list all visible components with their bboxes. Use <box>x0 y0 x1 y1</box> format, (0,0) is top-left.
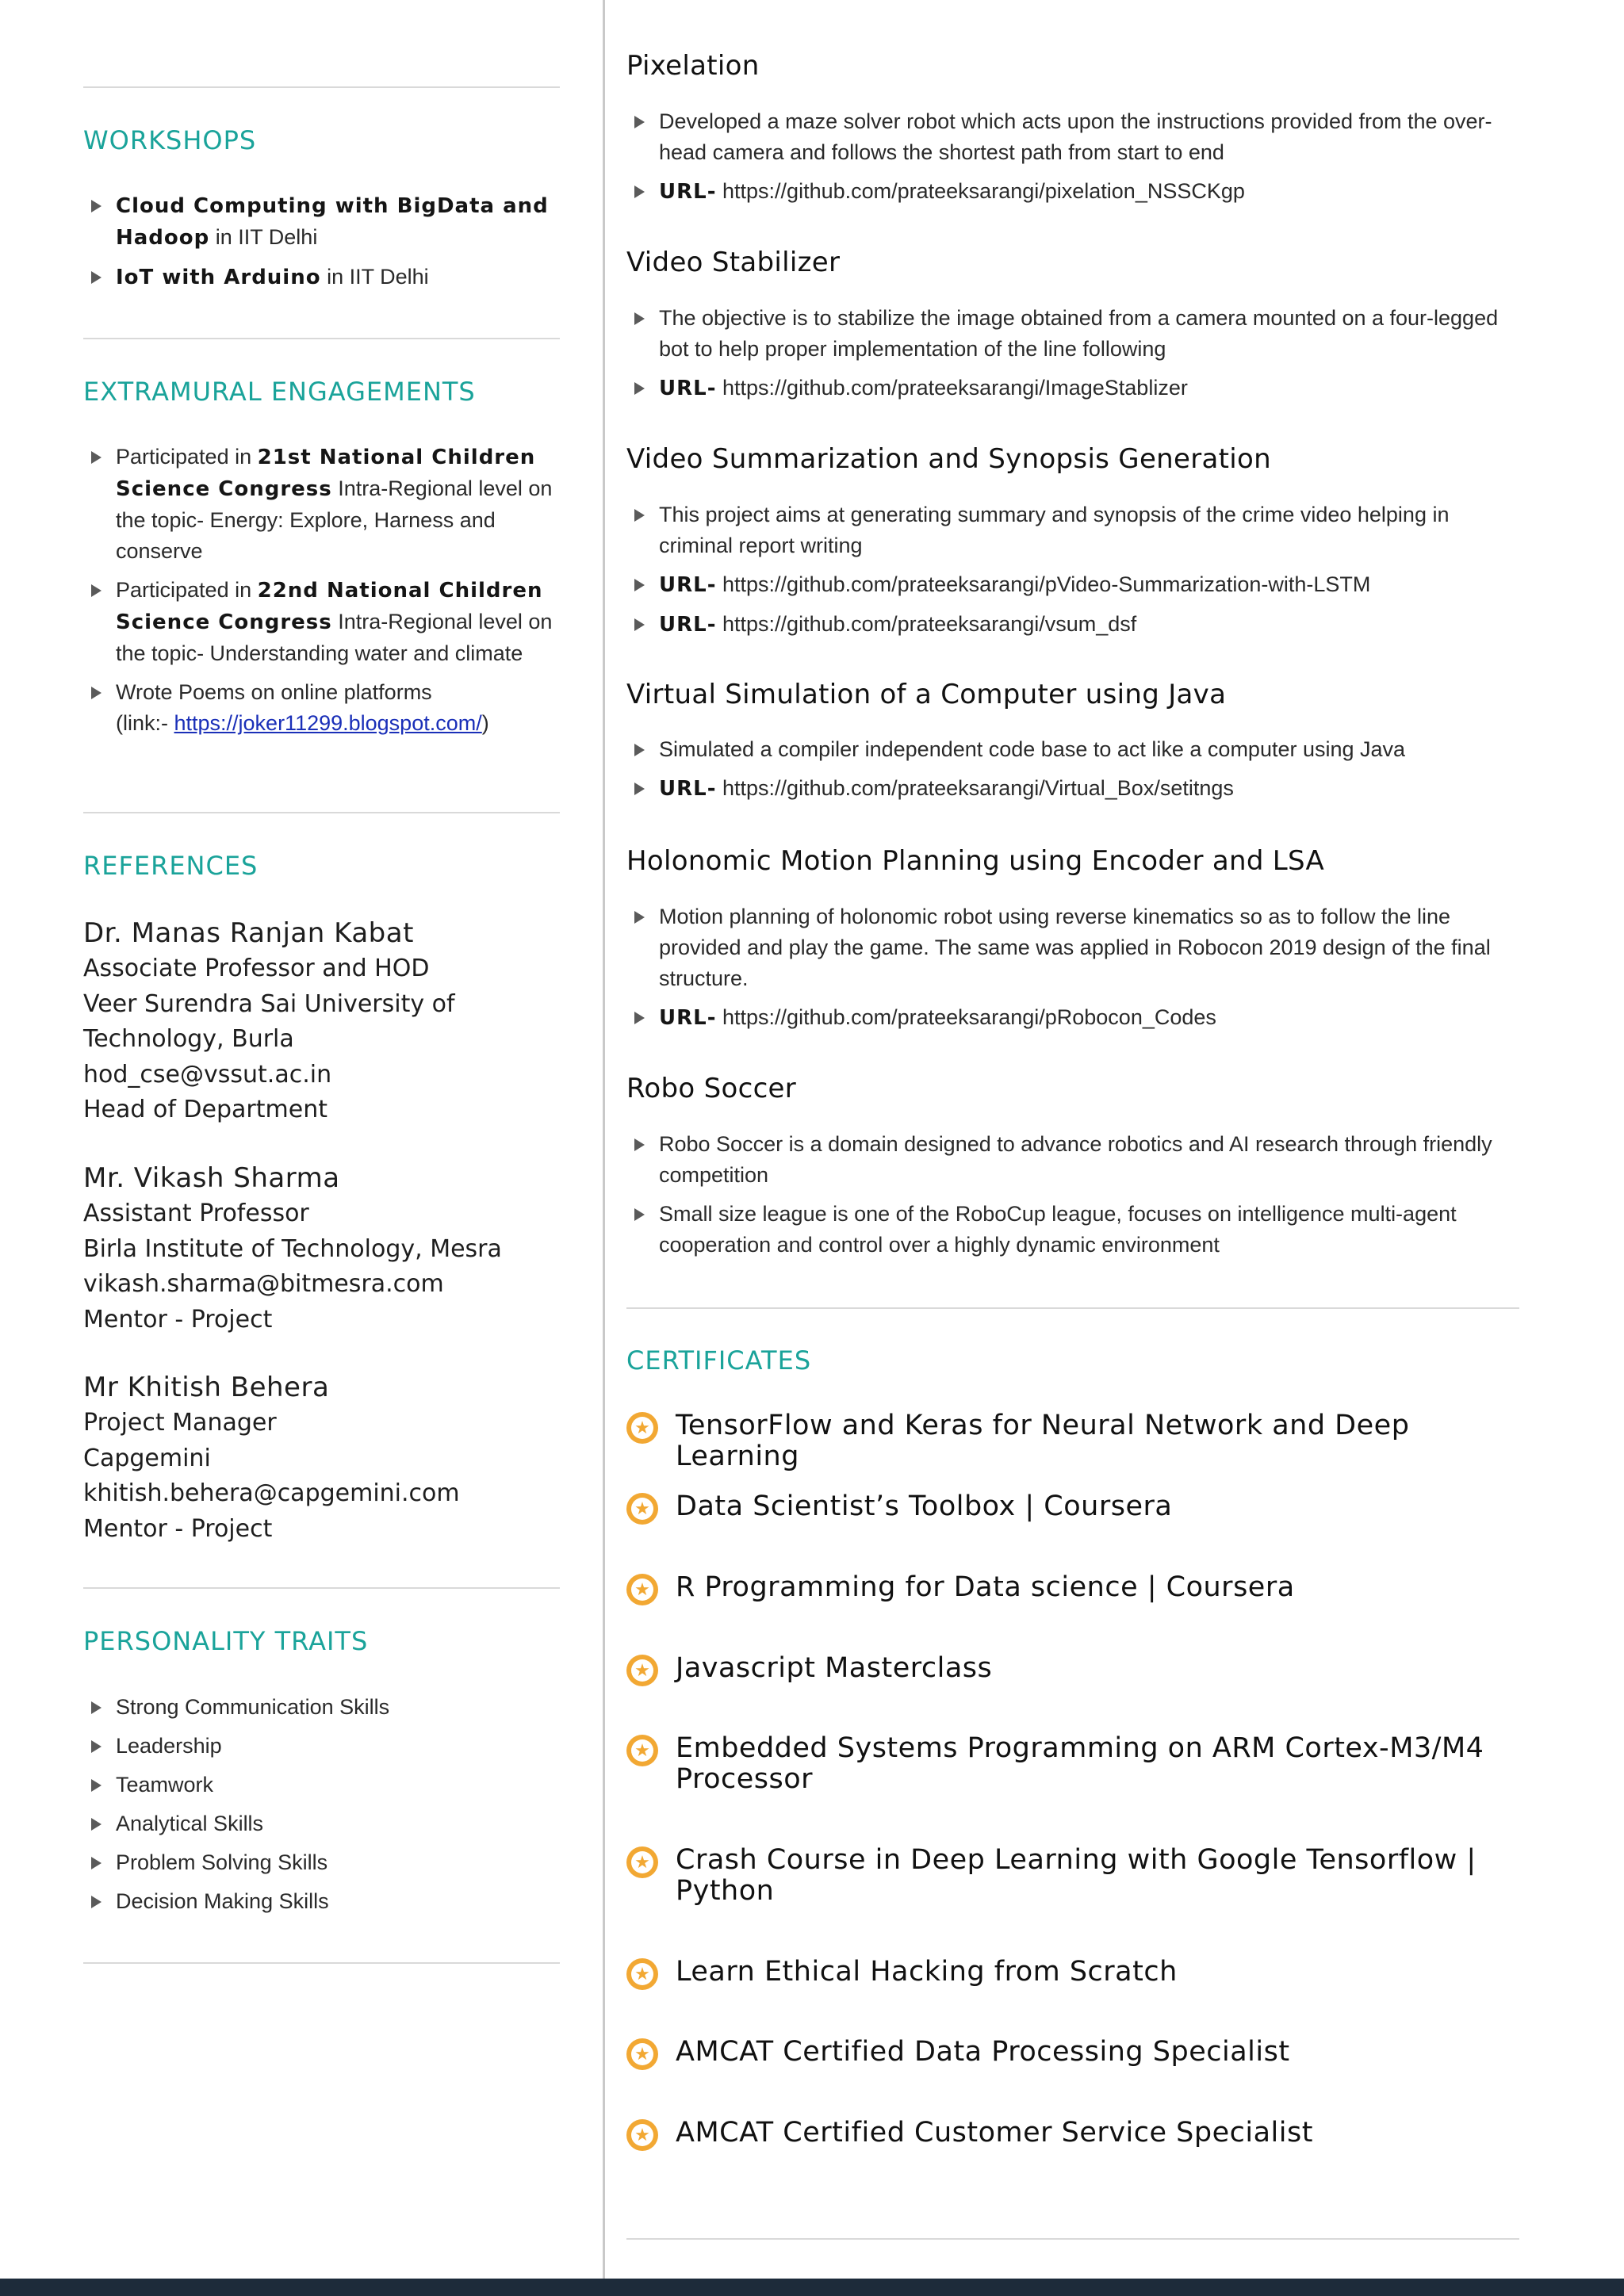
list-item: The objective is to stabilize the image obtained from a camera mounted on a four-legged bot to help proper implementation of the line following <box>626 303 1519 365</box>
triangle-bullet-icon <box>91 1857 102 1869</box>
reference-email[interactable]: vikash.sharma@bitmesra.com <box>83 1270 444 1299</box>
project-url[interactable]: https://github.com/prateeksarangi/pixelation_NSSCKgp <box>722 179 1245 203</box>
column-divider <box>603 0 605 2279</box>
triangle-bullet-icon <box>634 911 645 924</box>
list-item: Cloud Computing with BigData and Hadoop in IIT Delhi <box>83 190 560 254</box>
triangle-bullet-icon <box>91 1779 102 1792</box>
project-details <box>626 734 1519 813</box>
list-item: URL- https://github.com/prateeksarangi/vsum_dsf <box>626 609 1519 641</box>
list-item: IoT with Arduino in IIT Delhi <box>83 262 560 293</box>
project-title: Holonomic Motion Planning using Encoder and LSA <box>626 845 1325 877</box>
list-item: URL- https://github.com/prateeksarangi/Virtual_Box/setitngs <box>626 773 1519 805</box>
triangle-bullet-icon <box>634 382 645 395</box>
star-medal-icon: ★ <box>626 1574 658 1605</box>
list-item: Strong Communication Skills <box>83 1692 560 1723</box>
triangle-bullet-icon <box>634 744 645 756</box>
project-url[interactable]: https://github.com/prateeksarangi/pVideo-Summarization-with-LSTM <box>722 572 1371 596</box>
project-title: Pixelation <box>626 50 760 82</box>
list-item: Developed a maze solver robot which acts upon the instructions provided from the over-head camera and follows the shortest path from start to end <box>626 106 1519 168</box>
personality-heading: PERSONALITY TRAITS <box>83 1626 369 1656</box>
triangle-bullet-icon <box>634 116 645 128</box>
triangle-bullet-icon <box>91 1701 102 1714</box>
reference-email[interactable]: hod_cse@vssut.ac.in <box>83 1060 332 1089</box>
project-details <box>626 499 1519 649</box>
list-item: Problem Solving Skills <box>83 1847 560 1878</box>
star-medal-icon: ★ <box>626 2119 658 2151</box>
list-item: Leadership <box>83 1731 560 1762</box>
triangle-bullet-icon <box>634 312 645 325</box>
section-divider <box>83 86 560 88</box>
section-divider <box>83 1962 560 1964</box>
project-details <box>626 303 1519 412</box>
triangle-bullet-icon <box>634 509 645 522</box>
project-url[interactable]: https://github.com/prateeksarangi/ImageStablizer <box>722 376 1188 400</box>
star-medal-icon: ★ <box>626 1846 658 1878</box>
triangle-bullet-icon <box>91 1740 102 1753</box>
project-url[interactable]: https://github.com/prateeksarangi/pRobocon_Codes <box>722 1005 1216 1029</box>
workshops-list <box>83 190 560 301</box>
triangle-bullet-icon <box>634 783 645 795</box>
list-item: URL- https://github.com/prateeksarangi/pVideo-Summarization-with-LSTM <box>626 569 1519 601</box>
project-details <box>626 1129 1519 1269</box>
extramural-heading: EXTRAMURAL ENGAGEMENTS <box>83 377 476 407</box>
list-item: Small size league is one of the RoboCup league, focuses on intelligence multi-agent cooperation and control over a highly dynamic environment <box>626 1199 1519 1261</box>
project-details <box>626 901 1519 1042</box>
project-title: Video Stabilizer <box>626 247 841 278</box>
star-medal-icon: ★ <box>626 1958 658 1990</box>
workshops-heading: WORKSHOPS <box>83 125 257 155</box>
list-item: Participated in 21st National Children Science Congress Intra-Regional level on the topic- Energy: Explore, Harness and conserve <box>83 442 560 567</box>
reference-name: Mr Khitish Behera <box>83 1372 330 1403</box>
triangle-bullet-icon <box>634 1208 645 1221</box>
triangle-bullet-icon <box>634 579 645 591</box>
list-item: URL- https://github.com/prateeksarangi/ImageStablizer <box>626 373 1519 404</box>
triangle-bullet-icon <box>634 186 645 198</box>
triangle-bullet-icon <box>634 1012 645 1024</box>
list-item: Analytical Skills <box>83 1808 560 1839</box>
project-details <box>626 106 1519 216</box>
section-divider <box>83 338 560 339</box>
star-medal-icon: ★ <box>626 1493 658 1525</box>
reference-name: Mr. Vikash Sharma <box>83 1162 340 1194</box>
triangle-bullet-icon <box>91 687 102 699</box>
reference-name: Dr. Manas Ranjan Kabat <box>83 917 414 949</box>
list-item: Motion planning of holonomic robot using reverse kinematics so as to follow the line provided and play the game. The same was applied in Robocon 2019 design of the final structure. <box>626 901 1519 994</box>
section-divider <box>83 1587 560 1589</box>
project-url[interactable]: https://github.com/prateeksarangi/vsum_dsf <box>722 612 1137 636</box>
list-item: URL- https://github.com/prateeksarangi/pRobocon_Codes <box>626 1002 1519 1034</box>
star-medal-icon: ★ <box>626 2038 658 2070</box>
list-item: Participated in 22nd National Children Science Congress Intra-Regional level on the topic- Understanding water and climate <box>83 575 560 669</box>
triangle-bullet-icon <box>91 1818 102 1831</box>
project-url[interactable]: https://github.com/prateeksarangi/Virtual_Box/setitngs <box>722 776 1234 800</box>
star-medal-icon: ★ <box>626 1655 658 1686</box>
list-item: Robo Soccer is a domain designed to advance robotics and AI research through friendly competition <box>626 1129 1519 1191</box>
triangle-bullet-icon <box>91 451 102 464</box>
triangle-bullet-icon <box>91 1896 102 1908</box>
blog-link[interactable]: https://joker11299.blogspot.com/ <box>174 711 482 735</box>
list-item: Teamwork <box>83 1770 560 1800</box>
triangle-bullet-icon <box>634 1138 645 1151</box>
list-item: Simulated a compiler independent code base to act like a computer using Java <box>626 734 1519 765</box>
reference-entry: Mr Khitish Behera Project Manager Capgemini khitish.behera@capgemini.com Mentor - Project <box>83 1369 560 1547</box>
list-item: Decision Making Skills <box>83 1886 560 1917</box>
reference-email[interactable]: khitish.behera@capgemini.com <box>83 1479 460 1508</box>
project-title: Robo Soccer <box>626 1073 797 1104</box>
star-medal-icon: ★ <box>626 1735 658 1766</box>
reference-entry: Dr. Manas Ranjan Kabat Associate Professor and HOD Veer Surendra Sai University of Technology, Burla hod_cse@vssut.ac.in Head of Department <box>83 915 560 1128</box>
triangle-bullet-icon <box>91 584 102 597</box>
certificates-heading: CERTIFICATES <box>626 1345 812 1376</box>
list-item: This project aims at generating summary and synopsis of the crime video helping in criminal report writing <box>626 499 1519 561</box>
references-heading: REFERENCES <box>83 851 259 881</box>
reference-entry: Mr. Vikash Sharma Assistant Professor Birla Institute of Technology, Mesra vikash.sharma@bitmesra.com Mentor - Project <box>83 1160 560 1337</box>
section-divider <box>626 2238 1519 2240</box>
triangle-bullet-icon <box>91 271 102 284</box>
project-title: Virtual Simulation of a Computer using Java <box>626 679 1227 710</box>
list-item: URL- https://github.com/prateeksarangi/pixelation_NSSCKgp <box>626 176 1519 208</box>
star-medal-icon: ★ <box>626 1412 658 1444</box>
extramural-list <box>83 442 560 747</box>
list-item: Wrote Poems on online platforms (link:- https://joker11299.blogspot.com/) <box>83 677 560 739</box>
triangle-bullet-icon <box>91 200 102 212</box>
section-divider <box>83 812 560 813</box>
footer-bar <box>0 2279 1624 2296</box>
section-divider <box>626 1307 1519 1309</box>
project-title: Video Summarization and Synopsis Generation <box>626 443 1271 475</box>
triangle-bullet-icon <box>634 618 645 631</box>
personality-list <box>83 1692 560 1925</box>
